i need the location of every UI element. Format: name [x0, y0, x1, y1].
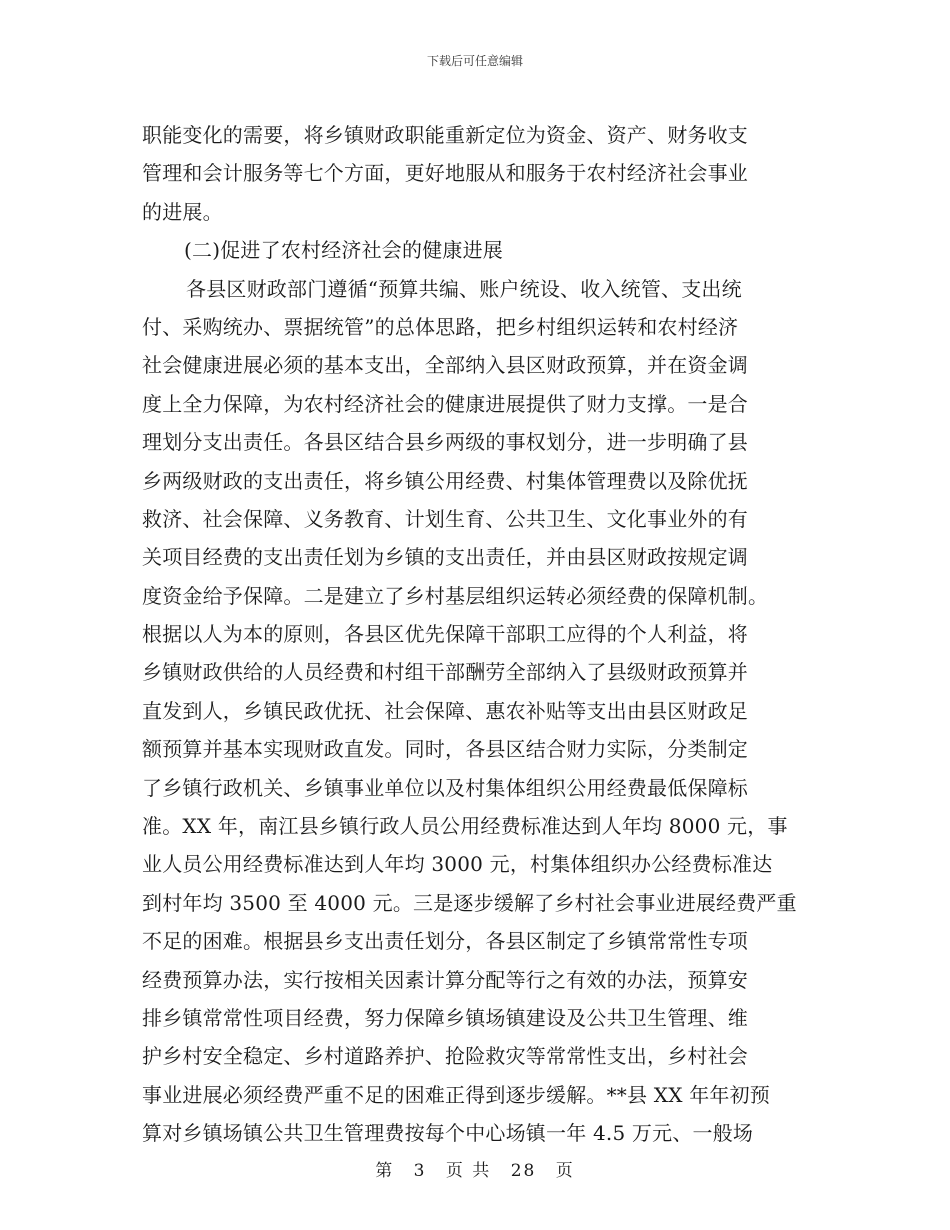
- paragraph-line: 直发到人，乡镇民政优抚、社会保障、惠农补贴等支出由县区财政足: [142, 698, 748, 723]
- footer-suffix: 页: [555, 1161, 575, 1181]
- document-body: [142, 116, 810, 1153]
- footer-middle: 页 共: [445, 1161, 492, 1181]
- paragraph-line: 了乡镇行政机关、乡镇事业单位以及村集体组织公用经费最低保障标: [142, 775, 748, 800]
- paragraph-line: 乡两级财政的支出责任，将乡镇公用经费、村集体管理费以及除优抚: [142, 468, 748, 493]
- paragraph-line: 关项目经费的支出责任划为乡镇的支出责任，并由县区财政按规定调: [142, 545, 748, 570]
- footer-prefix: 第: [375, 1161, 395, 1181]
- paragraph-line: 社会健康进展必须的基本支出，全部纳入县区财政预算，并在资金调: [142, 353, 748, 378]
- page-header: 下载后可任意编辑: [426, 54, 523, 68]
- paragraph-line: 经费预算办法，实行按相关因素计算分配等行之有效的办法，预算安: [142, 967, 748, 992]
- paragraph-line: 事业进展必须经费严重不足的困难正得到逐步缓解。**县 XX 年年初预: [142, 1082, 770, 1107]
- page-footer: [0, 1156, 950, 1181]
- paragraph-line: 职能变化的需要，将乡镇财政职能重新定位为资金、资产、财务收支: [142, 123, 748, 147]
- paragraph-line: 度资金给予保障。二是建立了乡村基层组织运转必须经费的保障机制。: [142, 583, 769, 608]
- paragraph-line: 护乡村安全稳定、乡村道路养护、抢险救灾等常常性支出，乡村社会: [142, 1044, 748, 1069]
- total-pages: 28: [510, 1161, 537, 1181]
- paragraph-line: 准。XX 年，南江县乡镇行政人员公用经费标准达到人年均 8000 元，事: [142, 814, 788, 839]
- section-heading: (二)促进了农村经济社会的健康进展: [184, 238, 504, 263]
- paragraph-line: 理划分支出责任。各县区结合县乡两级的事权划分，进一步明确了县: [142, 430, 748, 455]
- paragraph-line: 到村年均 3500 至 4000 元。三是逐步缓解了乡村社会事业进展经费严重: [142, 890, 797, 915]
- paragraph-line: 算对乡镇场镇公共卫生管理费按每个中心场镇一年 4.5 万元、一般场: [142, 1121, 754, 1146]
- paragraph-line: 救济、社会保障、义务教育、计划生育、公共卫生、文化事业外的有: [142, 506, 748, 531]
- paragraph-line: 管理和会计服务等七个方面，更好地服从和服务于农村经济社会事业: [142, 161, 748, 186]
- paragraph-line: 付、采购统办、票据统管”的总体思路，把乡村组织运转和农村经济: [142, 314, 739, 339]
- paragraph-line: 乡镇财政供给的人员经费和村组干部酬劳全部纳入了县级财政预算并: [142, 660, 748, 685]
- paragraph-line: 排乡镇常常性项目经费，努力保障乡镇场镇建设及公共卫生管理、维: [142, 1005, 748, 1030]
- paragraph-line: 业人员公用经费标准达到人年均 3000 元，村集体组织办公经费标准达: [142, 852, 773, 877]
- paragraph-line: 各县区财政部门遵循“预算共编、账户统设、收入统管、支出统: [186, 276, 742, 301]
- paragraph-line: 不足的困难。根据县乡支出责任划分，各县区制定了乡镇常常性专项: [142, 929, 748, 954]
- paragraph-line: 度上全力保障，为农村经济社会的健康进展提供了财力支撑。一是合: [142, 391, 748, 416]
- paragraph-line: 的进展。: [142, 199, 223, 224]
- page-number: 3: [413, 1161, 427, 1181]
- paragraph-line: 根据以人为本的原则，各县区优先保障干部职工应得的个人利益，将: [142, 622, 748, 647]
- paragraph-line: 额预算并基本实现财政直发。同时，各县区结合财力实际，分类制定: [142, 737, 748, 762]
